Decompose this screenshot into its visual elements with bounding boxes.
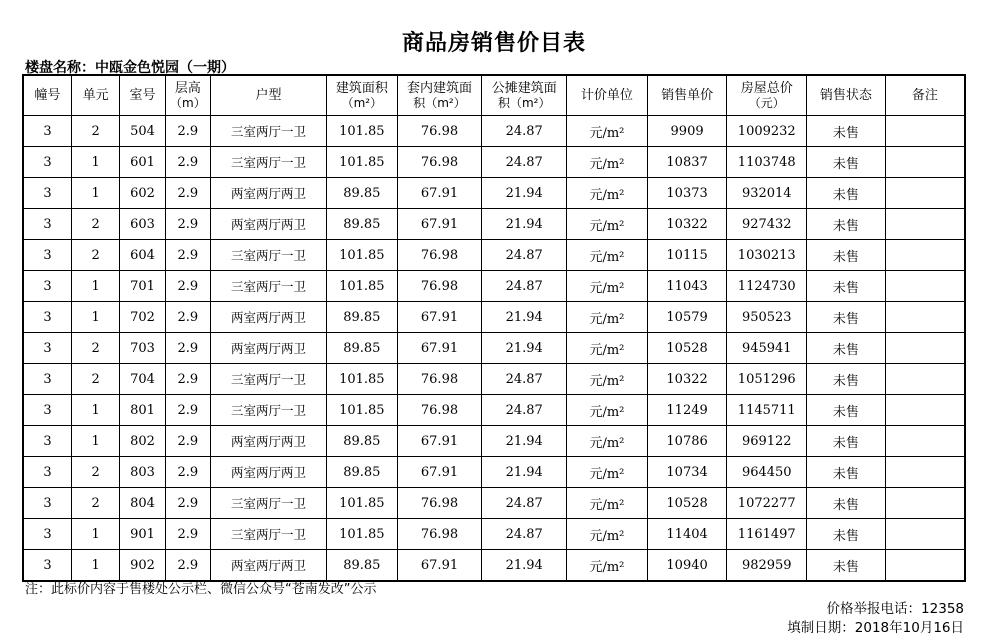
table-row [23,488,965,519]
cell-unit: 1 [71,395,119,426]
table-row [23,333,965,364]
cell-room: 901 [120,519,165,550]
cell-room: 802 [120,426,165,457]
cell-pricing-unit: 元/m² [567,116,648,147]
cell-building: 3 [23,271,71,302]
cell-pricing-unit: 元/m² [567,240,648,271]
cell-shared-area: 24.87 [482,488,567,519]
col-header-total-price: 房屋总价 （元） [727,75,807,116]
cell-unit: 1 [71,519,119,550]
cell-room: 902 [120,550,165,582]
cell-floor-height: 2.9 [165,333,210,364]
cell-room: 801 [120,395,165,426]
cell-building: 3 [23,240,71,271]
cell-room: 804 [120,488,165,519]
table-row [23,271,965,302]
col-header-unit: 单元 [71,75,119,116]
cell-remarks [885,364,965,395]
cell-sale-status: 未售 [807,457,886,488]
table-row [23,240,965,271]
cell-building: 3 [23,178,71,209]
cell-building: 3 [23,116,71,147]
table-row [23,147,965,178]
cell-layout: 两室两厅两卫 [211,302,327,333]
cell-shared-area: 24.87 [482,364,567,395]
cell-floor-area: 89.85 [327,457,398,488]
cell-building: 3 [23,519,71,550]
cell-total-price: 982959 [727,550,807,582]
cell-layout: 三室两厅一卫 [211,364,327,395]
cell-total-price: 1145711 [727,395,807,426]
table-row [23,519,965,550]
table-row [23,302,965,333]
cell-unit-price: 10322 [647,209,727,240]
cell-remarks [885,488,965,519]
cell-total-price: 969122 [727,426,807,457]
publication-note: 注：此标价内容于售楼处公示栏、微信公众号“苍南发改”公示 [25,582,377,597]
cell-unit: 2 [71,457,119,488]
cell-unit-price: 10579 [647,302,727,333]
cell-inner-area: 76.98 [397,116,482,147]
cell-building: 3 [23,457,71,488]
cell-layout: 三室两厅一卫 [211,519,327,550]
cell-room: 703 [120,333,165,364]
cell-building: 3 [23,488,71,519]
cell-floor-height: 2.9 [165,550,210,582]
fill-date: 填制日期：2018年10月16日 [787,620,964,636]
cell-total-price: 1030213 [727,240,807,271]
cell-inner-area: 67.91 [397,302,482,333]
cell-total-price: 945941 [727,333,807,364]
cell-sale-status: 未售 [807,178,886,209]
cell-floor-height: 2.9 [165,364,210,395]
cell-remarks [885,457,965,488]
cell-sale-status: 未售 [807,519,886,550]
cell-remarks [885,116,965,147]
cell-pricing-unit: 元/m² [567,271,648,302]
cell-floor-area: 89.85 [327,426,398,457]
cell-unit: 1 [71,550,119,582]
cell-room: 601 [120,147,165,178]
cell-sale-status: 未售 [807,395,886,426]
cell-floor-height: 2.9 [165,519,210,550]
cell-remarks [885,395,965,426]
table-row [23,457,965,488]
cell-sale-status: 未售 [807,364,886,395]
cell-pricing-unit: 元/m² [567,209,648,240]
cell-inner-area: 76.98 [397,519,482,550]
cell-shared-area: 21.94 [482,426,567,457]
col-header-building: 幢号 [23,75,71,116]
cell-inner-area: 76.98 [397,240,482,271]
cell-shared-area: 24.87 [482,116,567,147]
cell-floor-area: 89.85 [327,209,398,240]
col-header-room: 室号 [120,75,165,116]
table-row [23,395,965,426]
cell-shared-area: 21.94 [482,178,567,209]
cell-sale-status: 未售 [807,116,886,147]
cell-pricing-unit: 元/m² [567,364,648,395]
cell-floor-area: 101.85 [327,240,398,271]
document-title: 商品房销售价目表 [401,31,586,56]
cell-floor-height: 2.9 [165,116,210,147]
table-row [23,550,965,582]
cell-shared-area: 21.94 [482,550,567,582]
cell-unit-price: 10940 [647,550,727,582]
cell-building: 3 [23,333,71,364]
cell-inner-area: 67.91 [397,426,482,457]
cell-remarks [885,550,965,582]
cell-floor-area: 101.85 [327,147,398,178]
cell-inner-area: 67.91 [397,333,482,364]
cell-total-price: 1161497 [727,519,807,550]
cell-total-price: 927432 [727,209,807,240]
cell-room: 803 [120,457,165,488]
cell-floor-area: 101.85 [327,364,398,395]
cell-unit: 2 [71,333,119,364]
cell-room: 701 [120,271,165,302]
cell-layout: 两室两厅两卫 [211,178,327,209]
cell-floor-area: 101.85 [327,519,398,550]
cell-pricing-unit: 元/m² [567,333,648,364]
cell-pricing-unit: 元/m² [567,457,648,488]
table-row [23,178,965,209]
cell-floor-area: 101.85 [327,116,398,147]
cell-unit: 1 [71,302,119,333]
project-name: 楼盘名称：中瓯金色悦园（一期） [25,60,235,76]
cell-unit-price: 10528 [647,333,727,364]
cell-unit: 2 [71,116,119,147]
cell-floor-height: 2.9 [165,240,210,271]
price-table [22,74,966,582]
col-header-inner-area: 套内建筑面 积（m²） [397,75,482,116]
cell-floor-height: 2.9 [165,395,210,426]
cell-inner-area: 76.98 [397,147,482,178]
cell-building: 3 [23,302,71,333]
cell-layout: 三室两厅一卫 [211,240,327,271]
cell-floor-height: 2.9 [165,426,210,457]
cell-floor-height: 2.9 [165,209,210,240]
cell-unit-price: 10786 [647,426,727,457]
col-header-pricing-unit: 计价单位 [567,75,648,116]
table-header-row [23,75,965,116]
cell-remarks [885,519,965,550]
cell-pricing-unit: 元/m² [567,519,648,550]
cell-layout: 两室两厅两卫 [211,457,327,488]
cell-inner-area: 67.91 [397,178,482,209]
cell-pricing-unit: 元/m² [567,550,648,582]
cell-unit-price: 11043 [647,271,727,302]
cell-shared-area: 24.87 [482,519,567,550]
cell-unit: 2 [71,209,119,240]
cell-total-price: 1072277 [727,488,807,519]
cell-shared-area: 21.94 [482,457,567,488]
cell-floor-area: 89.85 [327,333,398,364]
cell-unit: 2 [71,488,119,519]
cell-unit: 1 [71,426,119,457]
cell-shared-area: 24.87 [482,240,567,271]
col-header-unit-price: 销售单价 [647,75,727,116]
cell-total-price: 1103748 [727,147,807,178]
cell-building: 3 [23,209,71,240]
cell-unit-price: 10528 [647,488,727,519]
cell-pricing-unit: 元/m² [567,302,648,333]
cell-sale-status: 未售 [807,271,886,302]
cell-room: 603 [120,209,165,240]
cell-pricing-unit: 元/m² [567,178,648,209]
cell-inner-area: 67.91 [397,209,482,240]
table-row [23,426,965,457]
cell-sale-status: 未售 [807,147,886,178]
cell-inner-area: 76.98 [397,271,482,302]
cell-floor-area: 89.85 [327,550,398,582]
cell-total-price: 964450 [727,457,807,488]
cell-building: 3 [23,147,71,178]
cell-layout: 三室两厅一卫 [211,395,327,426]
cell-sale-status: 未售 [807,488,886,519]
cell-building: 3 [23,550,71,582]
cell-sale-status: 未售 [807,550,886,582]
cell-remarks [885,302,965,333]
cell-unit: 1 [71,271,119,302]
table-row [23,364,965,395]
cell-unit-price: 10837 [647,147,727,178]
cell-total-price: 1051296 [727,364,807,395]
cell-unit: 1 [71,147,119,178]
cell-sale-status: 未售 [807,209,886,240]
cell-remarks [885,178,965,209]
cell-pricing-unit: 元/m² [567,426,648,457]
cell-total-price: 932014 [727,178,807,209]
cell-layout: 三室两厅一卫 [211,271,327,302]
cell-inner-area: 76.98 [397,364,482,395]
cell-pricing-unit: 元/m² [567,147,648,178]
cell-unit: 2 [71,240,119,271]
col-header-shared-area: 公摊建筑面 积（m²） [482,75,567,116]
cell-remarks [885,209,965,240]
cell-remarks [885,426,965,457]
cell-shared-area: 24.87 [482,147,567,178]
cell-floor-height: 2.9 [165,147,210,178]
cell-floor-height: 2.9 [165,178,210,209]
col-header-remarks: 备注 [885,75,965,116]
cell-shared-area: 24.87 [482,271,567,302]
cell-floor-height: 2.9 [165,457,210,488]
cell-floor-area: 101.85 [327,271,398,302]
cell-unit-price: 9909 [647,116,727,147]
col-header-floor-height: 层高 （m） [165,75,210,116]
cell-inner-area: 76.98 [397,395,482,426]
cell-unit: 1 [71,178,119,209]
cell-building: 3 [23,395,71,426]
cell-inner-area: 76.98 [397,488,482,519]
cell-building: 3 [23,426,71,457]
cell-floor-area: 101.85 [327,395,398,426]
cell-shared-area: 21.94 [482,333,567,364]
cell-unit-price: 10734 [647,457,727,488]
col-header-layout: 户型 [211,75,327,116]
cell-shared-area: 21.94 [482,209,567,240]
cell-inner-area: 67.91 [397,457,482,488]
cell-floor-area: 89.85 [327,302,398,333]
cell-building: 3 [23,364,71,395]
cell-remarks [885,271,965,302]
cell-room: 702 [120,302,165,333]
cell-layout: 两室两厅两卫 [211,550,327,582]
cell-shared-area: 21.94 [482,302,567,333]
cell-unit-price: 11249 [647,395,727,426]
col-header-floor-area: 建筑面积 （m²） [327,75,398,116]
cell-unit-price: 10373 [647,178,727,209]
cell-pricing-unit: 元/m² [567,395,648,426]
cell-remarks [885,333,965,364]
cell-sale-status: 未售 [807,240,886,271]
cell-inner-area: 67.91 [397,550,482,582]
cell-room: 604 [120,240,165,271]
cell-floor-height: 2.9 [165,488,210,519]
cell-layout: 三室两厅一卫 [211,488,327,519]
cell-total-price: 1009232 [727,116,807,147]
cell-pricing-unit: 元/m² [567,488,648,519]
cell-floor-area: 101.85 [327,488,398,519]
cell-layout: 三室两厅一卫 [211,116,327,147]
cell-unit-price: 10115 [647,240,727,271]
cell-sale-status: 未售 [807,302,886,333]
cell-remarks [885,240,965,271]
table-row [23,209,965,240]
cell-floor-height: 2.9 [165,271,210,302]
cell-room: 704 [120,364,165,395]
cell-floor-area: 89.85 [327,178,398,209]
col-header-sale-status: 销售状态 [807,75,886,116]
cell-layout: 两室两厅两卫 [211,426,327,457]
cell-unit-price: 11404 [647,519,727,550]
cell-layout: 三室两厅一卫 [211,147,327,178]
cell-sale-status: 未售 [807,333,886,364]
complaint-phone: 价格举报电话：12358 [826,601,964,617]
cell-remarks [885,147,965,178]
cell-total-price: 1124730 [727,271,807,302]
cell-room: 602 [120,178,165,209]
cell-unit-price: 10322 [647,364,727,395]
table-row [23,116,965,147]
cell-shared-area: 24.87 [482,395,567,426]
cell-total-price: 950523 [727,302,807,333]
cell-unit: 2 [71,364,119,395]
cell-sale-status: 未售 [807,426,886,457]
cell-layout: 两室两厅两卫 [211,333,327,364]
cell-layout: 两室两厅两卫 [211,209,327,240]
cell-room: 504 [120,116,165,147]
cell-floor-height: 2.9 [165,302,210,333]
